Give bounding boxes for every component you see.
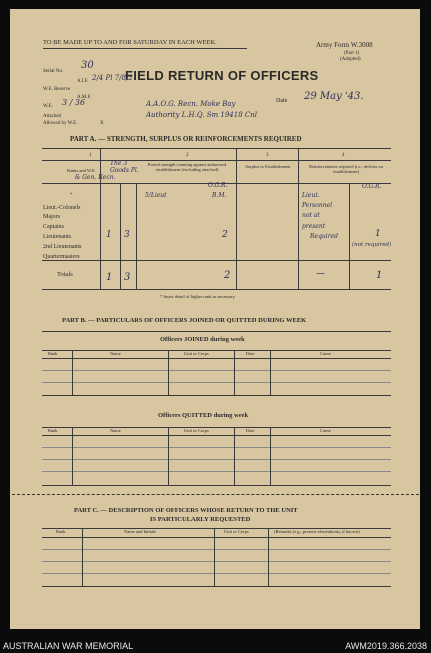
hand-present: present	[302, 223, 326, 230]
quitted-vline-3	[234, 427, 235, 485]
quitted-row-3	[42, 471, 391, 472]
joined-vline-1	[72, 350, 73, 395]
totals-a: 1	[106, 272, 113, 283]
hand-bm: B.M.	[212, 192, 227, 199]
amf-label: A.M.F.	[77, 95, 92, 100]
part-c-title-1: PART C. — DESCRIPTION OF OFFICERS WHOSE RETURN TO THE UNIT	[74, 507, 298, 514]
unit-line-1: A.A.O.G. Recn. Moke Bay	[146, 100, 236, 108]
footer-right: AWM2019.366.2038	[345, 641, 427, 651]
quitted-row-2	[42, 459, 391, 460]
serial-value: 30	[81, 60, 94, 71]
col-header-reinforcements: Reinforcements required (i.e., deficits on establishment)	[309, 164, 383, 174]
joined-col-unit: Unit or Corps	[184, 351, 209, 356]
part-c-col-rank: Rank	[56, 529, 66, 534]
joined-title: Officers JOINED during week	[160, 336, 245, 343]
totals-label: Totals	[57, 271, 73, 278]
table-a-top	[42, 148, 391, 149]
hand-required: Required	[310, 233, 338, 240]
joined-vline-2	[168, 350, 169, 395]
quitted-col-name: Name	[110, 428, 121, 433]
table-a-subline-3	[349, 183, 350, 289]
we-reserve-label: W.E. Reserve	[43, 87, 71, 92]
footer-left: AUSTRALIAN WAR MEMORIAL	[3, 641, 134, 651]
footnote: * Insert detail of higher rank as necessary	[160, 294, 235, 299]
quitted-title: Officers QUITTED during week	[158, 412, 249, 419]
col-header-surplus: Surplus to Establishment	[245, 164, 291, 169]
part-c-row-2	[42, 561, 391, 562]
table-a-subline-2	[136, 183, 137, 289]
joined-vline-3	[234, 350, 235, 395]
part-a-title: PART A. — STRENGTH, SURPLUS OR REINFORCEMENTS REQUIRED	[70, 135, 302, 143]
col-number-2: 2	[186, 153, 189, 158]
lieutenants-b: 3	[124, 230, 130, 240]
row-lieut-colonels: Lieut.-Colonels	[43, 205, 81, 211]
hand-personnel: Personnel	[302, 202, 333, 209]
we-value: 3 / 36	[62, 98, 86, 107]
row-majors: Majors	[43, 214, 60, 220]
part-note: (Part 1)	[344, 51, 360, 56]
row-2nd-lieutenants: 2nd Lieutenants	[43, 244, 82, 250]
part-b-title: PART B. — PARTICULARS OF OFFICERS JOINED OR QUITTED DURING WEEK	[62, 317, 307, 324]
table-a-vline-2	[236, 148, 237, 289]
allowed-label: Allowed by W.E.	[43, 121, 78, 126]
date-value: 29 May '43.	[304, 91, 364, 102]
quitted-header-bottom	[42, 435, 391, 436]
we-label: W.E.	[43, 104, 53, 109]
hand-not-at: not at	[302, 212, 320, 219]
quitted-col-unit: Unit or Corps	[184, 428, 209, 433]
table-a-vline-3	[298, 148, 299, 289]
adopted-note: (Adopted)	[340, 57, 361, 62]
hand-lieut-col2: 5/Lieut	[145, 192, 167, 199]
joined-col-date: Date	[246, 351, 255, 356]
col-header-posted: Posted strength counting against authorized establishment (excluding attached)	[147, 162, 227, 172]
army-form-number: Army Form W.3008	[316, 41, 373, 49]
form-title: FIELD RETURN OF OFFICERS	[125, 68, 319, 83]
col-number-1: 1	[89, 153, 92, 158]
totals-c: 2	[224, 270, 231, 281]
table-a-subline-1	[120, 183, 121, 289]
quitted-col-date: Date	[246, 428, 255, 433]
lieutenants-a: 1	[106, 230, 112, 240]
joined-bottom	[42, 395, 391, 396]
joined-top	[42, 350, 391, 351]
col-header-ranks: Ranks and W.E.	[67, 168, 96, 173]
aif-value: 2/4 Pl 7/8/2	[92, 74, 133, 82]
hand-ogr-col2: O.G.R.	[208, 182, 228, 189]
totals-d: 1	[376, 270, 383, 281]
totals-dash: —	[316, 269, 325, 279]
part-c-col-remarks: (Remarks (e.g., present whereabouts, if known)	[274, 529, 360, 534]
asterisk-mark: *	[70, 193, 73, 198]
hand-rank-note-2: Goods Pl.	[110, 167, 139, 174]
hand-rank-note-3: & Gen. Recn.	[75, 174, 116, 181]
row-captains: Captains	[43, 224, 64, 230]
row-quartermasters: Quartermasters	[43, 254, 80, 260]
part-c-header-bottom	[42, 537, 391, 538]
joined-header-bottom	[42, 358, 391, 359]
part-c-col-name: Name and Initials	[124, 529, 156, 534]
quitted-col-rank: Rank	[48, 428, 58, 433]
hand-rank-note-1: The 3	[110, 160, 128, 167]
table-a-bottom	[42, 289, 391, 290]
joined-col-cause: Cause	[320, 351, 331, 356]
col-number-4: 4	[342, 153, 345, 158]
part-b-rule	[42, 331, 391, 332]
unit-line-2: Authority L.H.Q. Sm 19418 Cnl	[146, 111, 257, 119]
totals-b: 3	[124, 272, 131, 283]
part-c-col-unit: Unit or Corps	[224, 529, 249, 534]
hand-lieut-col4: Lieut.	[302, 192, 320, 199]
part-c-vline-1	[82, 528, 83, 586]
part-c-bottom	[42, 586, 391, 587]
row-lieutenants: Lieutenants	[43, 234, 71, 240]
part-c-row-3	[42, 573, 391, 574]
date-label: Date	[276, 98, 288, 104]
quitted-top	[42, 427, 391, 428]
lieutenants-d: 1	[375, 229, 381, 239]
table-a-body-bottom	[42, 260, 391, 261]
archive-footer	[0, 638, 431, 653]
hand-ogr-col4: O.G.R.	[362, 183, 382, 190]
quitted-row-1	[42, 447, 391, 448]
quitted-vline-2	[168, 427, 169, 485]
table-a-vline-1	[100, 148, 101, 289]
quitted-vline-4	[270, 427, 271, 485]
joined-col-rank: Rank	[48, 351, 58, 356]
joined-col-name: Name	[110, 351, 121, 356]
lieutenants-c: 2	[222, 230, 228, 240]
allowed-x: X	[100, 121, 104, 126]
quitted-bottom	[42, 485, 391, 486]
made-up-note: TO BE MADE UP TO AND FOR SATURDAY IN EACH WEEK.	[43, 39, 217, 46]
joined-row-2	[42, 382, 391, 383]
aif-label: A.I.F.	[77, 79, 89, 84]
quitted-vline-1	[72, 427, 73, 485]
part-c-title-2: IS PARTICULARLY REQUESTED	[150, 516, 251, 523]
part-c-vline-3	[268, 528, 269, 586]
hand-not-required: (not required)	[352, 242, 392, 248]
part-c-vline-2	[214, 528, 215, 586]
table-a-number-row	[42, 160, 391, 161]
part-c-row-1	[42, 549, 391, 550]
joined-vline-4	[270, 350, 271, 395]
made-up-underline	[43, 48, 247, 49]
joined-row-1	[42, 370, 391, 371]
col-number-3: 3	[266, 153, 269, 158]
quitted-col-cause: Cause	[320, 428, 331, 433]
tear-off-line	[12, 494, 419, 495]
serial-label: Serial No.	[43, 69, 64, 74]
attached-label: Attached	[43, 114, 62, 119]
